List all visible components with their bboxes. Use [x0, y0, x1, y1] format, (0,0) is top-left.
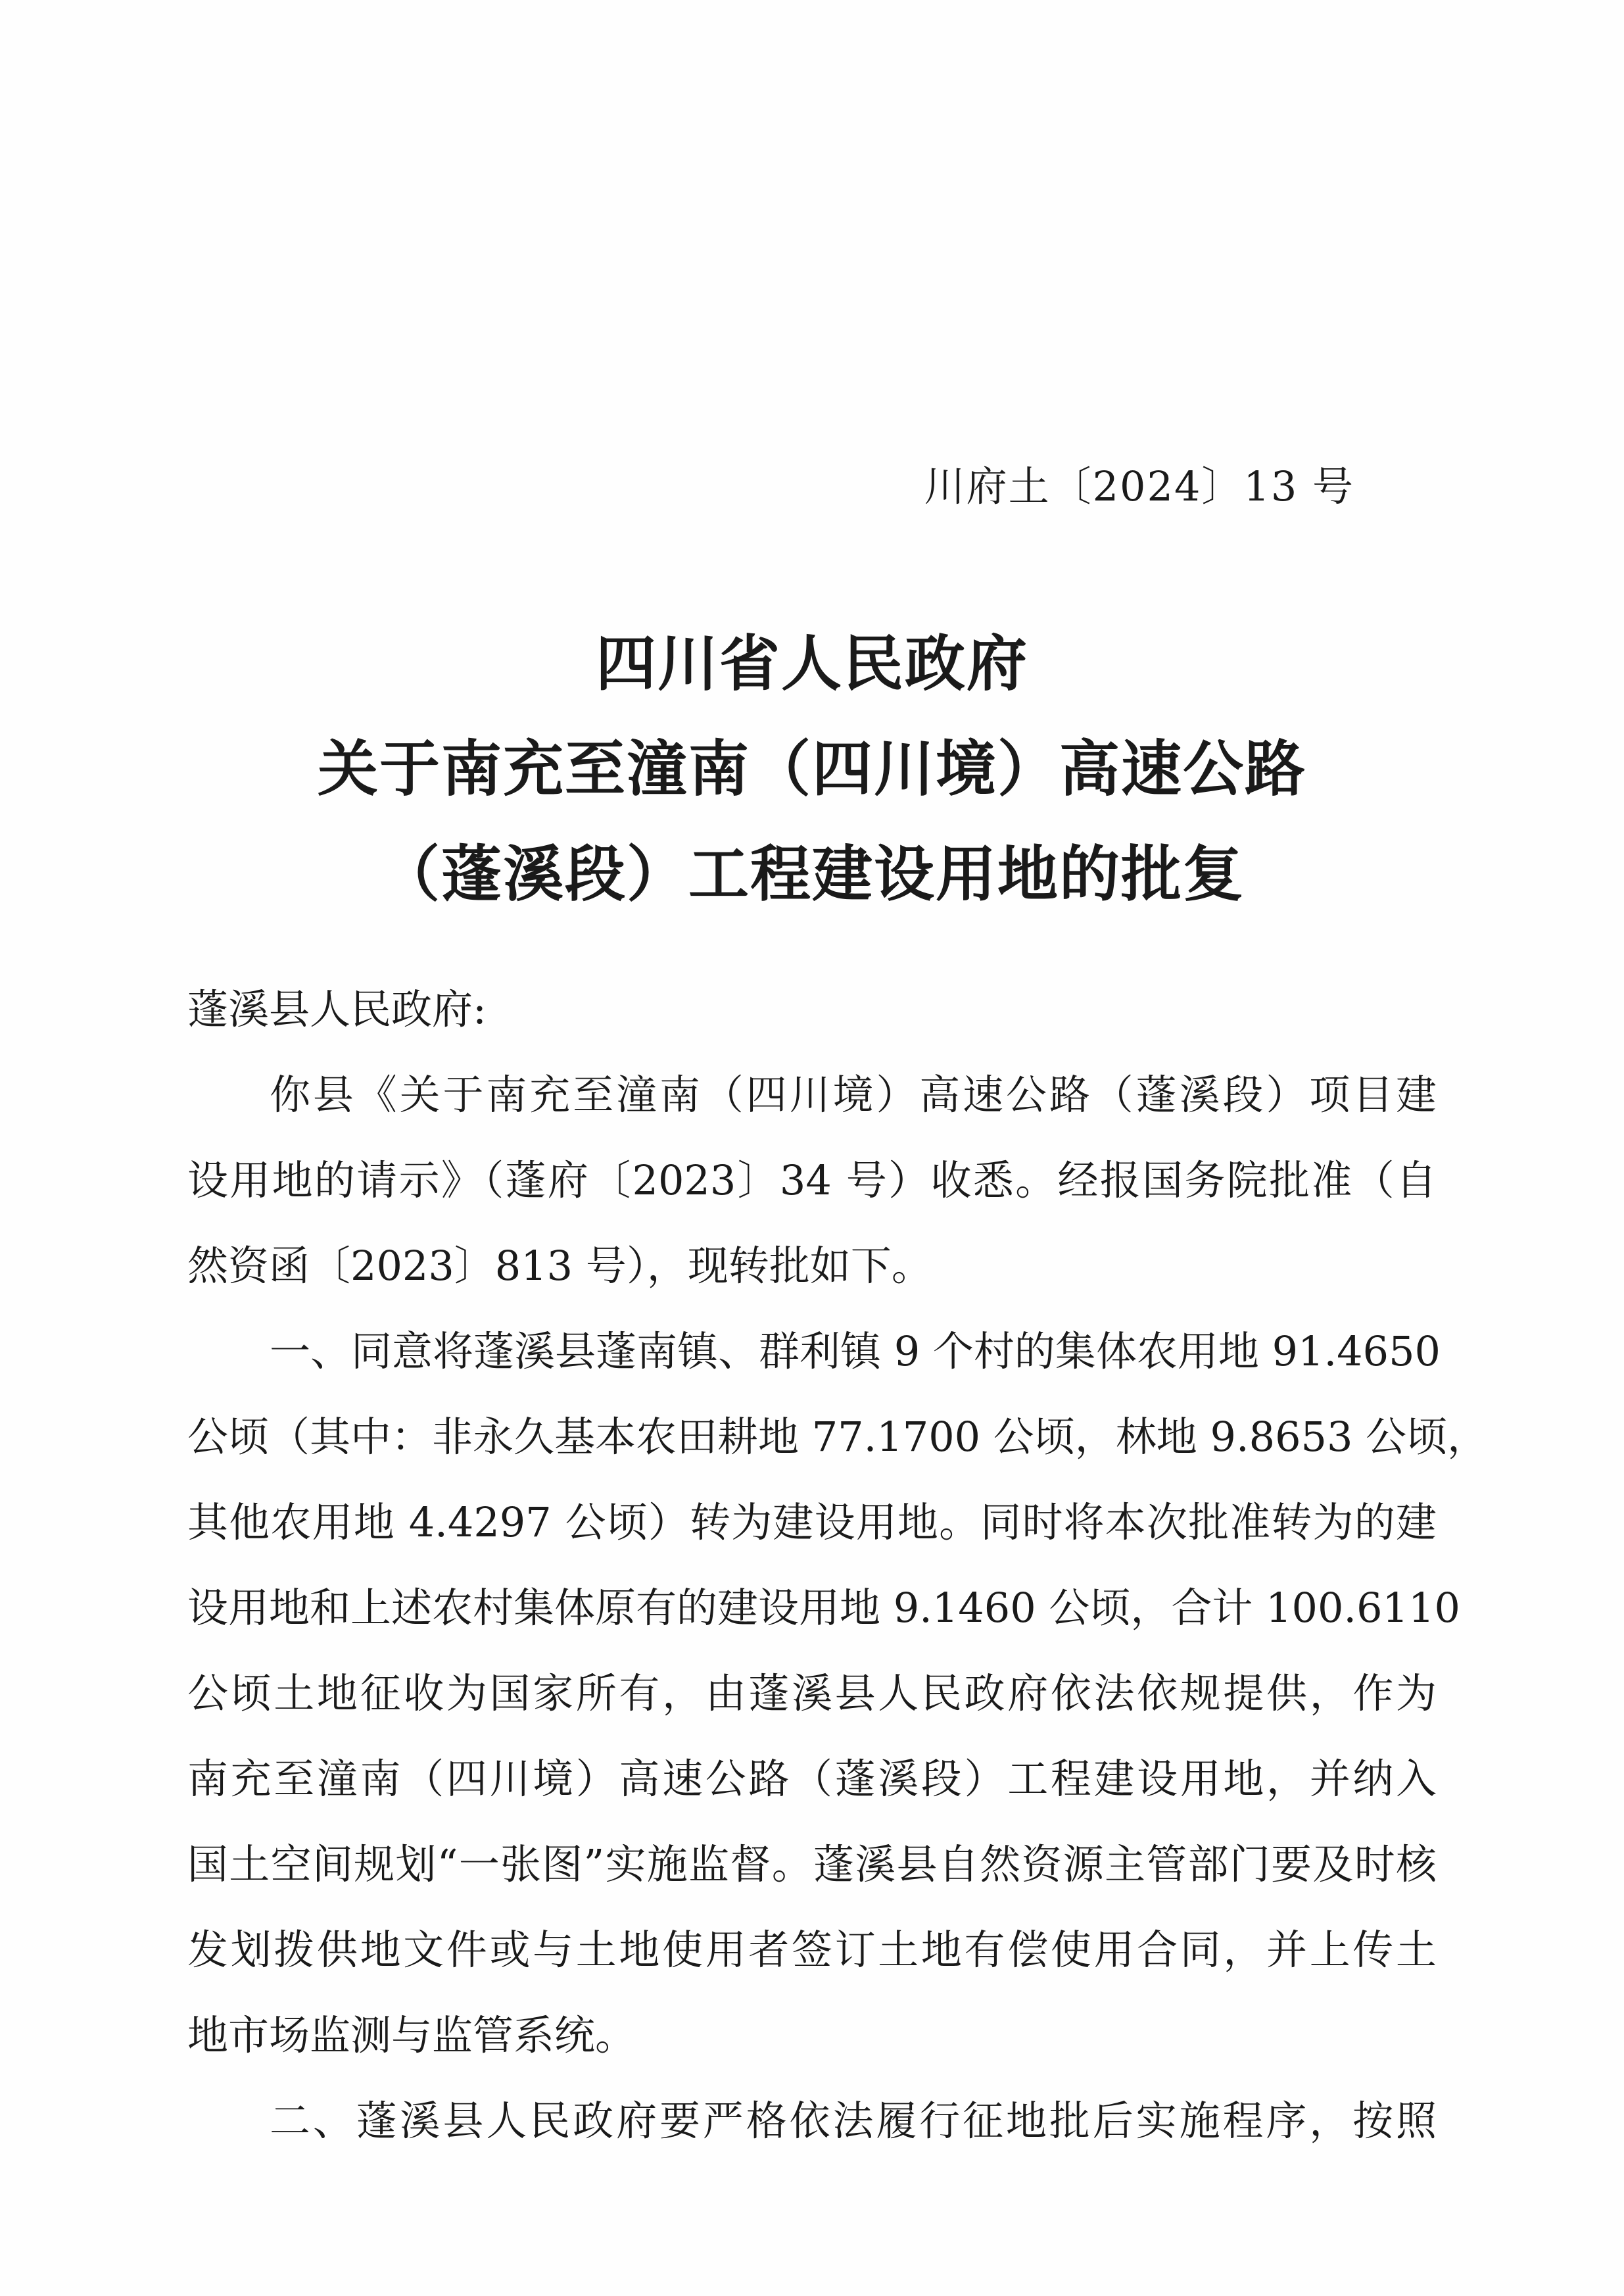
body-line: 一、同意将蓬溪县蓬南镇、群利镇 9 个村的集体农用地 91.4650 [270, 1327, 1441, 1375]
body-line: 公顷（其中：非永久基本农田耕地 77.1700 公顷，林地 9.8653 公顷， [187, 1413, 1489, 1461]
title-line-2: 关于南充至潼南（四川境）高速公路 [317, 734, 1306, 804]
body-line: 设用地的请示》（蓬府〔2023〕34 号）收悉。经报国务院批准（自 [187, 1156, 1437, 1204]
body-line: 二、蓬溪县人民政府要严格依法履行征地批后实施程序，按照 [270, 2097, 1437, 2145]
body-line: 设用地和上述农村集体原有的建设用地 9.1460 公顷，合计 100.6110 [187, 1584, 1460, 1632]
body-line: 南充至潼南（四川境）高速公路（蓬溪段）工程建设用地，并纳入 [187, 1755, 1437, 1803]
document-number: 川府土〔2024〕13 号 [924, 462, 1354, 510]
body-line: 公顷土地征收为国家所有，由蓬溪县人民政府依法依规提供，作为 [187, 1669, 1437, 1717]
body-line: 你县《关于南充至潼南（四川境）高速公路（蓬溪段）项目建 [270, 1071, 1437, 1119]
body-line: 国土空间规划“一张图”实施监督。蓬溪县自然资源主管部门要及时核 [187, 1840, 1437, 1888]
body-line: 其他农用地 4.4297 公顷）转为建设用地。同时将本次批准转为的建 [187, 1498, 1437, 1546]
body-line: 发划拨供地文件或与土地使用者签订土地有偿使用合同，并上传土 [187, 1926, 1437, 1974]
title-line-1: 四川省人民政府 [595, 629, 1028, 699]
body-line: 地市场监测与监管系统。 [187, 2011, 636, 2059]
salutation: 蓬溪县人民政府: [187, 985, 487, 1033]
title-line-3: （蓬溪段）工程建设用地的批复 [379, 839, 1245, 910]
body-line: 然资函〔2023〕813 号），现转批如下。 [187, 1242, 932, 1290]
document-title [0, 612, 1624, 927]
